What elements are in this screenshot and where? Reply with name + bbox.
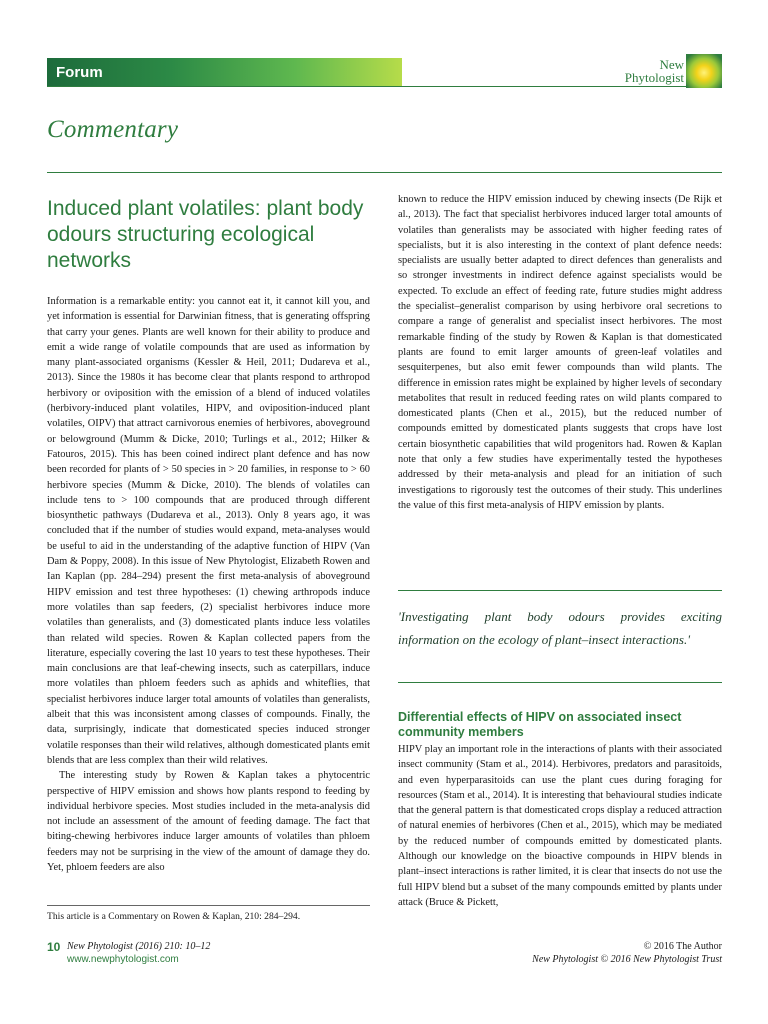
body-paragraph: The interesting study by Rowen & Kaplan takes a phytocentric perspective of HIPV emission and shows how plants respond to feeding by individual herbivore species. Most studies included in the meta-analysis did not include an assessment of the amount of feeding damage. The fact that biting-chewing herbivores induce larger amounts of volatiles than phloem feeders may not be surprising in the view of the amount of damage they do. Yet, phloem feeders are also <box>47 770 370 873</box>
category-divider <box>47 172 722 173</box>
body-paragraph: Information is a remarkable entity: you cannot eat it, it cannot kill you, and yet information is essential for Darwinian fitness, that is generating offspring that carry your genes. Plants are well known for their ability to produce and emit a wide range of volatile compounds that are used as information by many plant-associated organisms (Kessler & Heil, 2011; Dudareva et al., 2013). Since the 1980s it has become clear that plants respond to arthropod herbivory or oviposition with the emission of a blend of induced volatiles (herbivory-induced plant volatiles, HIPV, and oviposition-induced plant volatiles, OIPV) that attract carnivorous enemies of herbivores, aboveground or belowground (Mumm & Dicke, 2010; Turlings et al., 2012; Hilker & Fatouros, 2015). This has been coined indirect plant defence and has now been recorded for plants of > 50 species in > 20 families, in response to > 60 herbivore species (Mumm & Dicke, 2010). The blends of volatiles can include tens to > 100 compounds that are produced through different biosynthetic pathways (Dudareva et al., 2013). Only 8 years ago, it was concluded that if the number of studies would expand, meta-analyses would be useful to aid in the understanding of the adaptive function of HIPV (Van Dam & Poppy, 2008). In this issue of New Phytologist, Elizabeth Rowen and Ian Kaplan (pp. 284–294) present the first meta-analysis of aboveground HIPV emission and test three hypotheses: (1) chewing arthropods induce more volatiles than sap feeders, (2) specialist herbivores induce more volatiles than generalists, and (3) domesticated plants induce less volatiles than related wild species. Rowen & Kaplan collected papers from the literature, especially covering the last 10 years to test these hypotheses. Their main conclusions are that leaf-chewing insects, such as caterpillars, induce more volatiles than phloem feeders such as aphids and whiteflies, that specialist herbivores induce larger total amounts of volatiles than generalists, albeit that this was inconsistent among classes of compounds. Finally, the data, surprisingly, indicate that domesticated species induced stronger volatile responses than their wild relatives, although domesticated plants emit blends that are less complex than their wild relatives. <box>47 296 370 766</box>
right-column-lower <box>398 742 722 910</box>
brand-line-1: New <box>659 57 684 72</box>
category-title: Commentary <box>47 116 179 143</box>
footnote-divider <box>47 905 370 906</box>
copyright-trust: New Phytologist © 2016 New Phytologist Trust <box>532 954 722 965</box>
left-column <box>47 196 370 875</box>
website-link[interactable]: www.newphytologist.com <box>67 954 179 965</box>
header-divider <box>47 86 722 87</box>
brand-line-2: Phytologist <box>624 70 684 85</box>
pull-quote-rule-bottom <box>398 682 722 683</box>
article-title: Induced plant volatiles: plant body odours structuring ecological networks <box>47 197 364 272</box>
section-subheading: Differential effects of HIPV on associated insect community members <box>398 710 682 739</box>
pull-quote-rule-top <box>398 590 722 591</box>
section-label: Forum <box>56 64 103 81</box>
pull-quote: 'Investigating plant body odours provides exciting information on the ecology of plant–insect interactions.' <box>398 609 722 647</box>
journal-brand <box>580 58 684 84</box>
body-paragraph: known to reduce the HIPV emission induced by chewing insects (De Rijk et al., 2013). The fact that specialist herbivores induced larger total amounts of volatiles than generalists may be associated with higher feeding rates of specialists, but it is also interesting in the context of plant defence needs: specialists are usually better adapted to direct defences than generalists and so stronger investments in indirect defence against specialists would be expected. To exclude an effect of feeding rate, future studies might address the specialist–generalist comparison by using herbivore oral secretions to compare a range of generalist and specialist insect herbivores. The most remarkable finding of the study by Rowen & Kaplan is that domesticated plants are found to emit larger amounts of green-leaf volatiles and sesquiterpenes, but also emit fewer compounds than wild plants. The difference in emission rates might be explained by higher levels of secondary metabolites that result in reduced feeding rates on wild plants compared to domesticated plants (Chen et al., 2015), but the reduced number of compounds emitted by domesticated plants suggests that crops have lost certain biosynthetic capabilities that wild progenitors had. Rowen & Kaplan note that only a few studies have experimentally tested the hypotheses addressed by their meta-analysis and plead for an initiation of such investigations to rigorously test the outcomes of their study. This underlines the value of this first meta-analysis of HIPV emission by plants. <box>398 194 722 511</box>
copyright-author: © 2016 The Author <box>643 941 722 952</box>
page-number: 10 <box>47 940 61 954</box>
right-column <box>398 192 722 513</box>
footnote: This article is a Commentary on Rowen & Kaplan, 210: 284–294. <box>47 911 301 922</box>
journal-reference: New Phytologist (2016) 210: 10–12 <box>67 941 211 952</box>
sun-logo-icon <box>686 54 722 88</box>
body-paragraph: HIPV play an important role in the interactions of plants with their associated insect community (Stam et al., 2014). Herbivores, predators and parasitoids, and even hyperparasitoids can use the plant cues during foraging for resources (Stam et al., 2014). It is interesting that behavioural studies indicate that the general pattern is that domesticated crops display a reduced attraction of natural enemies of herbivores (Chen et al., 2015), which may be mediated by the reduced number of compounds emitted by domesticated plants. Although our knowledge on the bioactive compounds in HIPV blends in plant–insect interactions is rather limited, it is clear that insects do not use the full HIPV blend but a subset of the many compounds emitted by plants under attack (Bruce & Pickett, <box>398 744 722 908</box>
